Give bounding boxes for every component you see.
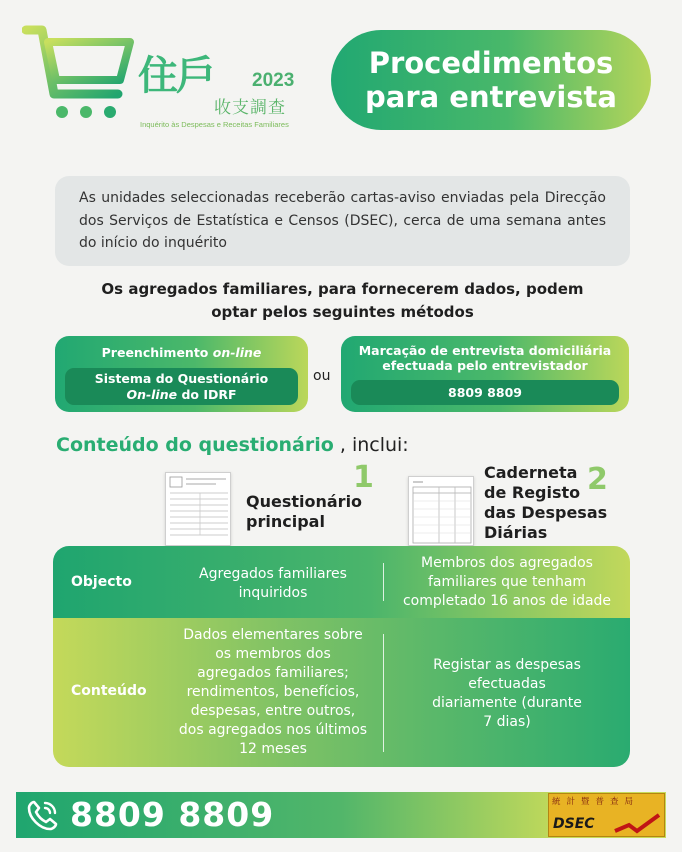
- label-line: principal: [246, 512, 325, 531]
- table-cell: [163, 565, 383, 603]
- phone-icon: [26, 798, 60, 832]
- content-title: [56, 434, 409, 456]
- dsec-name-cjk: 統計暨普查局: [552, 797, 640, 807]
- label-line: das Despesas: [484, 503, 608, 522]
- dsec-logo: [548, 793, 665, 837]
- document-icon: [166, 473, 231, 546]
- logo-year: 2023: [252, 70, 295, 91]
- item-number-1: 1: [353, 460, 374, 495]
- cell-line: efectuadas: [468, 676, 546, 692]
- cell-line: dos agregados nos últimos: [178, 722, 368, 738]
- cell-line: inquiridos: [238, 585, 308, 601]
- methods-heading-line-2: optar pelos seguintes métodos: [211, 303, 474, 321]
- cell-line: familiares que tenham: [427, 574, 587, 590]
- page-title: [331, 30, 651, 130]
- cell-line: 12 meses: [239, 741, 307, 757]
- methods-heading: [55, 278, 630, 324]
- footer-phone-number[interactable]: 8809 8809: [70, 795, 275, 834]
- shopping-cart-icon: [22, 24, 142, 124]
- zigzag-icon: [613, 811, 663, 835]
- item-number-2: 2: [587, 462, 608, 497]
- interview-method-head: [341, 343, 629, 373]
- table-cell: [391, 554, 623, 611]
- online-method-card: [55, 336, 308, 412]
- online-method-head: [55, 345, 308, 360]
- comparison-table: [53, 546, 630, 767]
- cell-line: completado 16 anos de idade: [402, 593, 612, 609]
- intro-notice: As unidades seleccionadas receberão cartas-aviso enviadas pela Direcção dos Serviços de Estatística e Censos (DSEC), cerca de uma semana antes do início do inquérito: [55, 176, 630, 266]
- table-row-conteudo: [53, 618, 630, 767]
- content-title-main: Conteúdo do questionário: [56, 434, 334, 456]
- interview-method-card: [341, 336, 629, 412]
- cell-line: Agregados familiares: [199, 566, 347, 582]
- row-label: Conteúdo: [71, 683, 147, 699]
- online-head-italic: on-line: [212, 345, 262, 360]
- label-line: de Registo: [484, 483, 581, 502]
- document-icon: [409, 477, 474, 546]
- cell-line: Registar as despesas: [433, 657, 581, 673]
- table-cell: [161, 626, 385, 759]
- column-divider: [383, 634, 384, 752]
- cell-line: Membros dos agregados: [421, 555, 593, 571]
- label-line: Questionário: [246, 492, 363, 511]
- methods-heading-line-1: Os agregados familiares, para fornecerem dados, podem: [101, 280, 584, 298]
- interview-head-line-2: efectuada pelo entrevistador: [382, 358, 588, 373]
- content-title-suffix: , inclui:: [339, 434, 409, 456]
- online-system-button[interactable]: [65, 368, 298, 405]
- table-cell: [391, 656, 623, 732]
- cell-line: Dados elementares sobre: [183, 627, 363, 643]
- logo-subtitle-cjk: 收支調查: [214, 98, 286, 118]
- row-label: Objecto: [71, 574, 132, 590]
- cell-line: 7 dias): [483, 714, 531, 730]
- logo-subtitle: Inquérito às Despesas e Receitas Familiares: [140, 120, 289, 129]
- cell-line: os membros dos: [215, 646, 331, 662]
- column-divider: [383, 563, 384, 601]
- title-line-1: Procedimentos: [368, 46, 614, 80]
- dsec-name: DSEC: [553, 816, 595, 832]
- label-line: Diárias: [484, 523, 548, 542]
- online-system-suffix: do IDRF: [177, 387, 237, 402]
- cell-line: diariamente (durante: [432, 695, 582, 711]
- online-head-prefix: Preenchimento: [101, 345, 213, 360]
- expense-booklet-thumbnail: [408, 476, 474, 546]
- table-row-objecto: [53, 546, 630, 618]
- label-line: Caderneta: [484, 463, 578, 482]
- cell-line: despesas, entre outros,: [190, 703, 356, 719]
- cell-line: agregados familiares;: [197, 665, 349, 681]
- interview-head-line-1: Marcação de entrevista domiciliária: [358, 343, 612, 358]
- logo-title: 住戶: [138, 53, 214, 99]
- expense-booklet-label: [484, 463, 607, 543]
- main-questionnaire-label: [246, 492, 362, 532]
- online-system-italic: On-line: [126, 387, 178, 402]
- title-line-2: para entrevista: [365, 80, 617, 114]
- method-separator: ou: [313, 368, 331, 384]
- cell-line: rendimentos, benefícios,: [186, 684, 360, 700]
- interview-phone-button[interactable]: 8809 8809: [351, 380, 619, 405]
- online-system-line-2: [65, 387, 298, 403]
- online-system-line-1: Sistema do Questionário: [94, 371, 269, 386]
- main-questionnaire-thumbnail: [165, 472, 231, 546]
